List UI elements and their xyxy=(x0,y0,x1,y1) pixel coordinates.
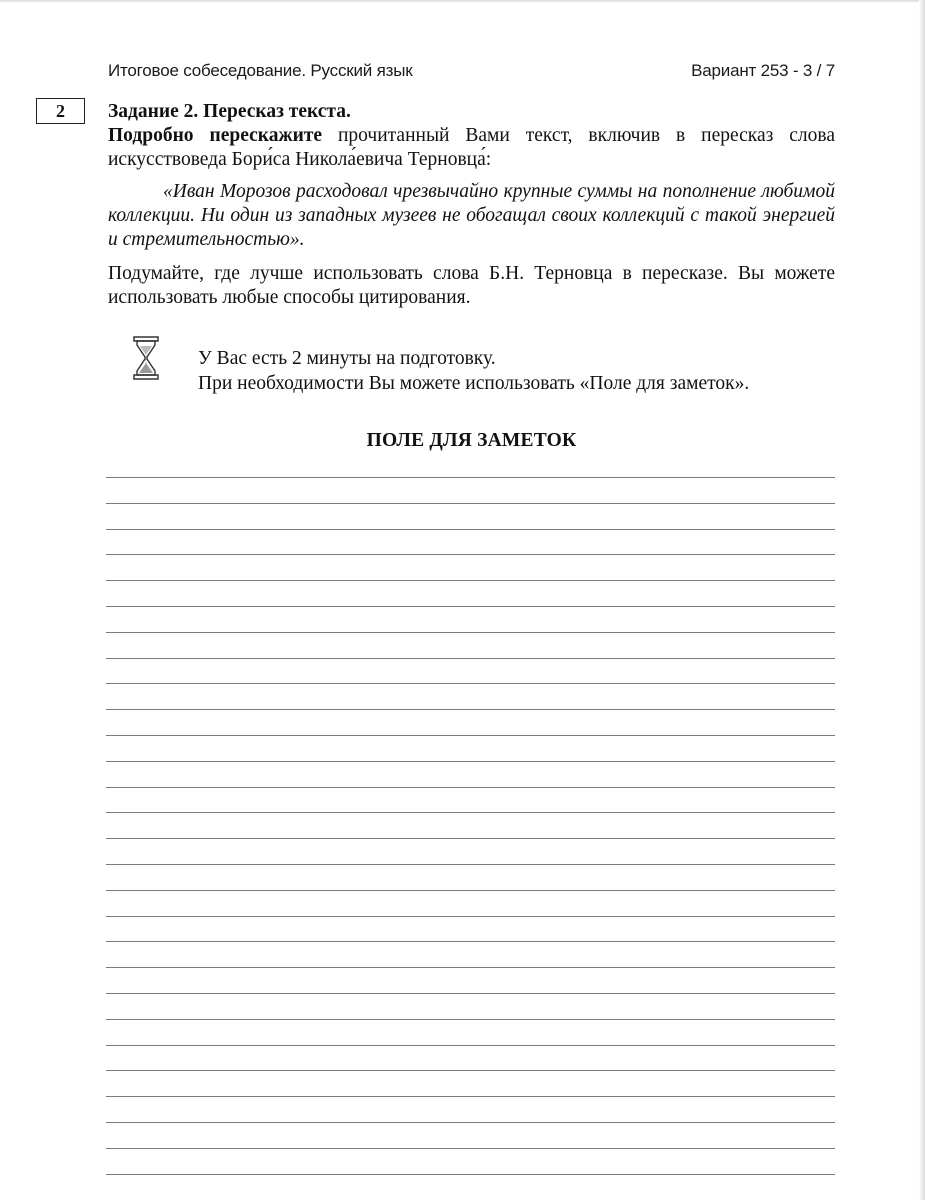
note-line xyxy=(106,787,835,813)
hourglass-icon xyxy=(131,336,161,380)
header-exam-title: Итоговое собеседование. Русский язык xyxy=(108,61,413,80)
note-line xyxy=(106,735,835,761)
note-line xyxy=(106,529,835,555)
note-line xyxy=(106,812,835,838)
note-line xyxy=(106,632,835,658)
task-body xyxy=(108,100,835,310)
notes-lined-area[interactable] xyxy=(106,477,835,1199)
note-line xyxy=(106,941,835,967)
page-top-edge xyxy=(0,0,925,3)
note-line xyxy=(106,916,835,942)
instruction-emphasis: Подробно перескажите xyxy=(108,125,323,146)
header-variant-page: Вариант 253 - 3 / 7 xyxy=(691,61,835,80)
note-line xyxy=(106,709,835,735)
instruction-text: прочитанный Вами текст, включив в пересказ слова искусствоведа Бори́са Никола́евича Терновца́: xyxy=(108,125,835,170)
task-title: Задание 2. Пересказ текста. xyxy=(108,101,351,122)
note-line xyxy=(106,658,835,684)
notes-title: ПОЛЕ ДЛЯ ЗАМЕТОК xyxy=(366,430,577,451)
citation-hint: Подумайте, где лучше использовать слова Б.Н. Терновца в пересказе. Вы можете использовать любые способы цитирования. xyxy=(108,263,835,308)
note-line xyxy=(106,1148,835,1174)
note-line xyxy=(106,838,835,864)
timer-text xyxy=(198,346,749,396)
note-line xyxy=(106,1070,835,1096)
note-line xyxy=(106,1096,835,1122)
note-line xyxy=(106,1122,835,1148)
ternovets-quote: «Иван Морозов расходовал чрезвычайно крупные суммы на пополнение любимой коллекции. Ни один из западных музеев не обогащал своих коллекций с такой энергией и стремительностью». xyxy=(108,181,835,250)
note-line xyxy=(106,606,835,632)
task-number-box xyxy=(36,98,85,124)
note-line xyxy=(106,683,835,709)
note-line xyxy=(106,864,835,890)
task-instruction xyxy=(108,124,835,172)
note-line xyxy=(106,477,835,503)
note-line xyxy=(106,761,835,787)
note-line xyxy=(106,1174,835,1200)
page-header xyxy=(108,61,835,81)
note-line xyxy=(106,1019,835,1045)
note-line xyxy=(106,554,835,580)
note-line xyxy=(106,580,835,606)
note-line xyxy=(106,993,835,1019)
task-number: 2 xyxy=(56,100,65,121)
note-line xyxy=(106,503,835,529)
note-line xyxy=(106,890,835,916)
page-right-edge xyxy=(919,0,925,1200)
preparation-timer-note xyxy=(131,336,831,396)
timer-line-2: При необходимости Вы можете использовать «Поле для заметок». xyxy=(198,373,750,394)
note-line xyxy=(106,967,835,993)
timer-line-1: У Вас есть 2 минуты на подготовку. xyxy=(198,348,496,369)
note-line xyxy=(106,1045,835,1071)
